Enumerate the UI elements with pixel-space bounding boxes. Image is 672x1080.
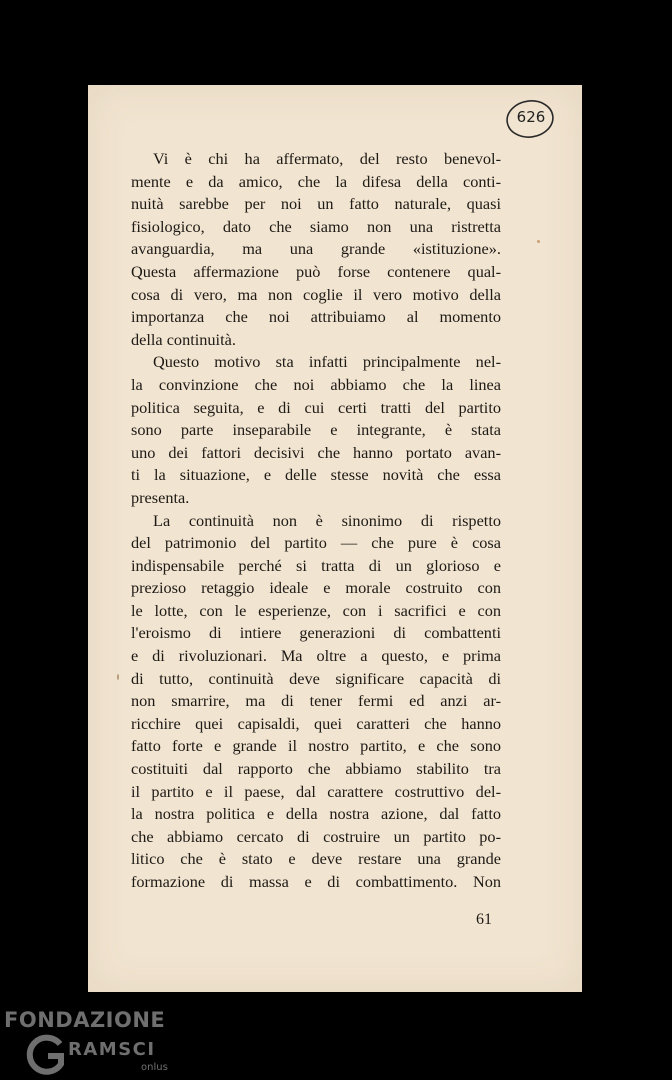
text-line: sono parte inseparabile e integrante, è stata bbox=[131, 420, 501, 440]
fondazione-gramsci-logo bbox=[4, 1008, 174, 1078]
text-line: il partito e il paese, dal carattere costruttivo del- bbox=[131, 781, 501, 801]
text-line: mente e da amico, che la difesa della conti- bbox=[131, 171, 501, 191]
page-number: 61 bbox=[476, 911, 492, 928]
text-line: prezioso retaggio ideale e morale costruito con bbox=[131, 578, 501, 598]
logo-line-1: FONDAZIONE bbox=[4, 1008, 166, 1032]
logo-suffix: onlus bbox=[141, 1062, 168, 1073]
text-line: litico che è stato e deve restare una grande bbox=[131, 849, 501, 869]
text-line: ti la situazione, e delle stesse novità che essa bbox=[131, 465, 501, 485]
text-line: fatto forte e grande il nostro partito, e che sono bbox=[131, 736, 501, 756]
text-line: Questa affermazione può forse contenere qual- bbox=[131, 261, 501, 281]
text-line: nuità sarebbe per noi un fatto naturale, quasi bbox=[131, 194, 501, 214]
text-line: politica seguita, e di cui certi tratti del partito bbox=[131, 397, 501, 417]
text-line: formazione di massa e di combattimento. Non bbox=[131, 872, 501, 891]
text-line: la convinzione che noi abbiamo che la linea bbox=[131, 374, 501, 394]
text-line: che abbiamo cercato di costruire un partito po- bbox=[131, 826, 501, 846]
logo-g-glyph bbox=[26, 1034, 66, 1076]
text-line: le lotte, con le esperienze, con i sacrifici e con bbox=[131, 600, 501, 620]
text-line: fisiologico, dato che siamo non una ristretta bbox=[131, 216, 501, 236]
text-line: ricchire quei capisaldi, quei caratteri che hanno bbox=[131, 713, 501, 733]
text-line: Questo motivo sta infatti principalmente nel- bbox=[153, 352, 501, 372]
text-line: costituiti dal rapporto che abbiamo stabilito tra bbox=[131, 759, 501, 779]
logo-line-2: RAMSCI bbox=[68, 1039, 156, 1060]
text-line: di tutto, continuità deve significare capacità di bbox=[131, 668, 501, 688]
paper-speck bbox=[537, 240, 540, 243]
text-line: non smarrire, ma di tener fermi ed anzi ar- bbox=[131, 691, 501, 711]
text-line: e di rivoluzionari. Ma oltre a questo, e prima bbox=[131, 646, 501, 666]
text-line: del patrimonio del partito — che pure è cosa bbox=[131, 533, 501, 553]
text-line: la nostra politica e della nostra azione, dal fatto bbox=[131, 804, 501, 824]
text-line: La continuità non è sinonimo di rispetto bbox=[153, 510, 501, 530]
text-line: Vi è chi ha affermato, del resto benevol- bbox=[153, 149, 501, 168]
text-line: avanguardia, ma una grande «istituzione». bbox=[131, 239, 501, 259]
text-line: uno dei fattori decisivi che hanno portato avan- bbox=[131, 442, 501, 462]
archive-number: 626 bbox=[516, 108, 546, 126]
text-line: cosa di vero, ma non coglie il vero motivo della bbox=[131, 284, 501, 304]
body-text bbox=[131, 148, 501, 894]
text-line: presenta. bbox=[131, 487, 190, 507]
text-line: indispensabile perché si tratta di un glorioso e bbox=[131, 555, 501, 575]
paper-speck bbox=[117, 674, 119, 680]
text-line: l'eroismo di intiere generazioni di combattenti bbox=[131, 623, 501, 643]
text-line: della continuità. bbox=[131, 329, 236, 349]
text-line: importanza che noi attribuiamo al momento bbox=[131, 307, 501, 327]
